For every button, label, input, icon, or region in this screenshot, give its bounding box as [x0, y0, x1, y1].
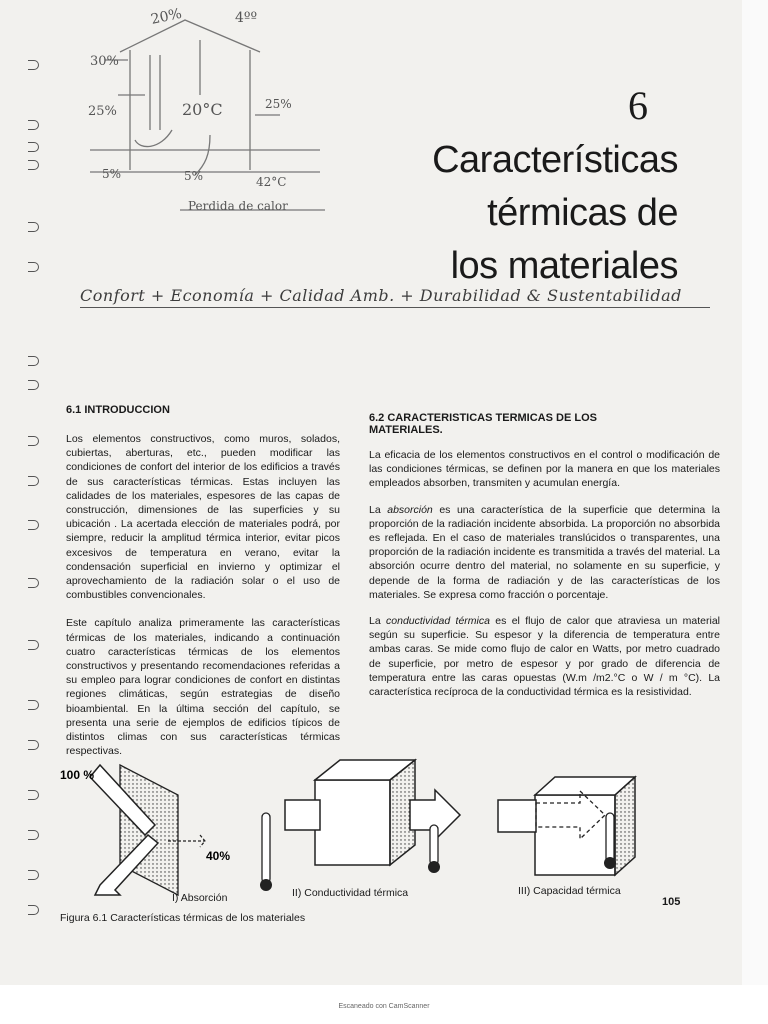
page-number: 105 [662, 896, 681, 908]
section-heading: 6.1 INTRODUCCION [66, 404, 170, 416]
sketch-label-2: 4ºº [235, 10, 258, 26]
sketch-label-5: 20°C [182, 100, 223, 119]
handwritten-note: Confort + Economía + Calidad Amb. + Durabilidad & Sustentabilidad [80, 286, 710, 308]
sketch-label-3: 30% [90, 54, 119, 69]
chapter-title-line: Características [432, 139, 678, 181]
capacity-diagram [498, 777, 635, 875]
figure-label-iii: III) Capacidad térmica [518, 885, 621, 897]
label-40: 40% [206, 849, 231, 863]
conductivity-diagram [260, 760, 460, 891]
page-edge [742, 0, 768, 985]
chapter-title [432, 134, 678, 293]
chapter-title-line: térmicas de [487, 192, 678, 234]
paragraph [369, 503, 720, 602]
figure-6-1 [60, 755, 700, 905]
sketch-label-10: Perdida de calor [188, 199, 288, 213]
absorption-diagram [90, 765, 205, 895]
sketch-label-6: 25% [265, 97, 292, 111]
paragraph: Este capítulo analiza primeramente las características térmicas de los materiales, indicando a continuación cuatro características térmicas de los elementos constructivos y presentando recomendaciones referidas a su empleo para lograr condiciones de confort en distintas regiones climáticas, según estrategias de diseño bioambiental. En la última sección del capítulo, se presenta una serie de ejemplos de edificios típicos de distintos climas con sus características térmicas respectivas. [66, 617, 340, 758]
chapter-title-line: los materiales [450, 245, 678, 287]
text-run: La [369, 503, 388, 516]
text-run: es una característica de la superficie que determina la proporción de la radiación incidente absorbida. La proporción no absorbida es reflejada. En el caso de materiales translúcidos o transparentes, una proporción de la radiación incidente es transmitida a través del material. La absorción ocurre dentro del material, no solamente en su superficie, y depende de la forma de radiación y de las características de los materiales. Se expresa como fracción o porcentaje. [369, 503, 720, 601]
chapter-number: 6 [628, 83, 648, 128]
paragraph: Los elementos constructivos, como muros, solados, cubiertas, aberturas, etc., pueden modificar las condiciones de confort del interior de los edificios a través de sus características térmicas. Estas incluyen las calidades de los materiales, espesores de las capas de construcción, dimensiones de las superficies y su ubicación . La acertada elección de materiales podrá, por siempre, reducir la amplitud térmica interior, evitar picos excesivos de temperatura en verano, evitar la condensación superficial en invierno y optimizar el aprovechamiento de la radiación solar o el uso de combustibles convencionales. [66, 433, 340, 602]
term-conductividad: conductividad térmica [386, 615, 490, 628]
paragraph: La eficacia de los elementos constructivos en el control o modificación de las condiciones térmicas, se definen por la manera en que los materiales empleados absorben, transmiten y acumulan energía. [369, 449, 720, 490]
figure-label-ii: II) Conductividad térmica [292, 887, 409, 899]
house-sketch [60, 0, 360, 220]
paragraph [369, 614, 720, 699]
column-left [66, 404, 340, 758]
text-run: es el flujo de calor que atraviesa un material según su superficie. Su espesor y la diferencia de temperatura entre ambas caras. Se mide como flujo de calor en Watts, por metro cuadrado de superficie, por metro de espesor y por grado de diferencia de temperatura entre las caras opuestas (W.m /m2.°C o W / m °C). La característica recíproca de la conductividad térmica es la resistividad. [369, 615, 720, 699]
sketch-label-9: 42°C [256, 175, 287, 189]
label-100: 100 % [60, 768, 95, 782]
figure-caption: Figura 6.1 Características térmicas de los materiales [60, 912, 306, 924]
term-absorcion: absorción [387, 503, 433, 516]
section-heading: 6.2 CARACTERISTICAS TERMICAS DE LOS MATERIALES. [369, 412, 597, 436]
sketch-label-7: 5% [102, 167, 122, 181]
sketch-label-8: 5% [184, 169, 204, 183]
text-run: La [369, 615, 387, 628]
scanner-watermark: Escaneado con CamScanner [338, 1003, 430, 1010]
sketch-label-4: 25% [88, 104, 117, 119]
column-right [369, 412, 720, 699]
sketch-label-1: 20% [149, 5, 184, 28]
figure-label-i: I) Absorción [172, 892, 228, 904]
